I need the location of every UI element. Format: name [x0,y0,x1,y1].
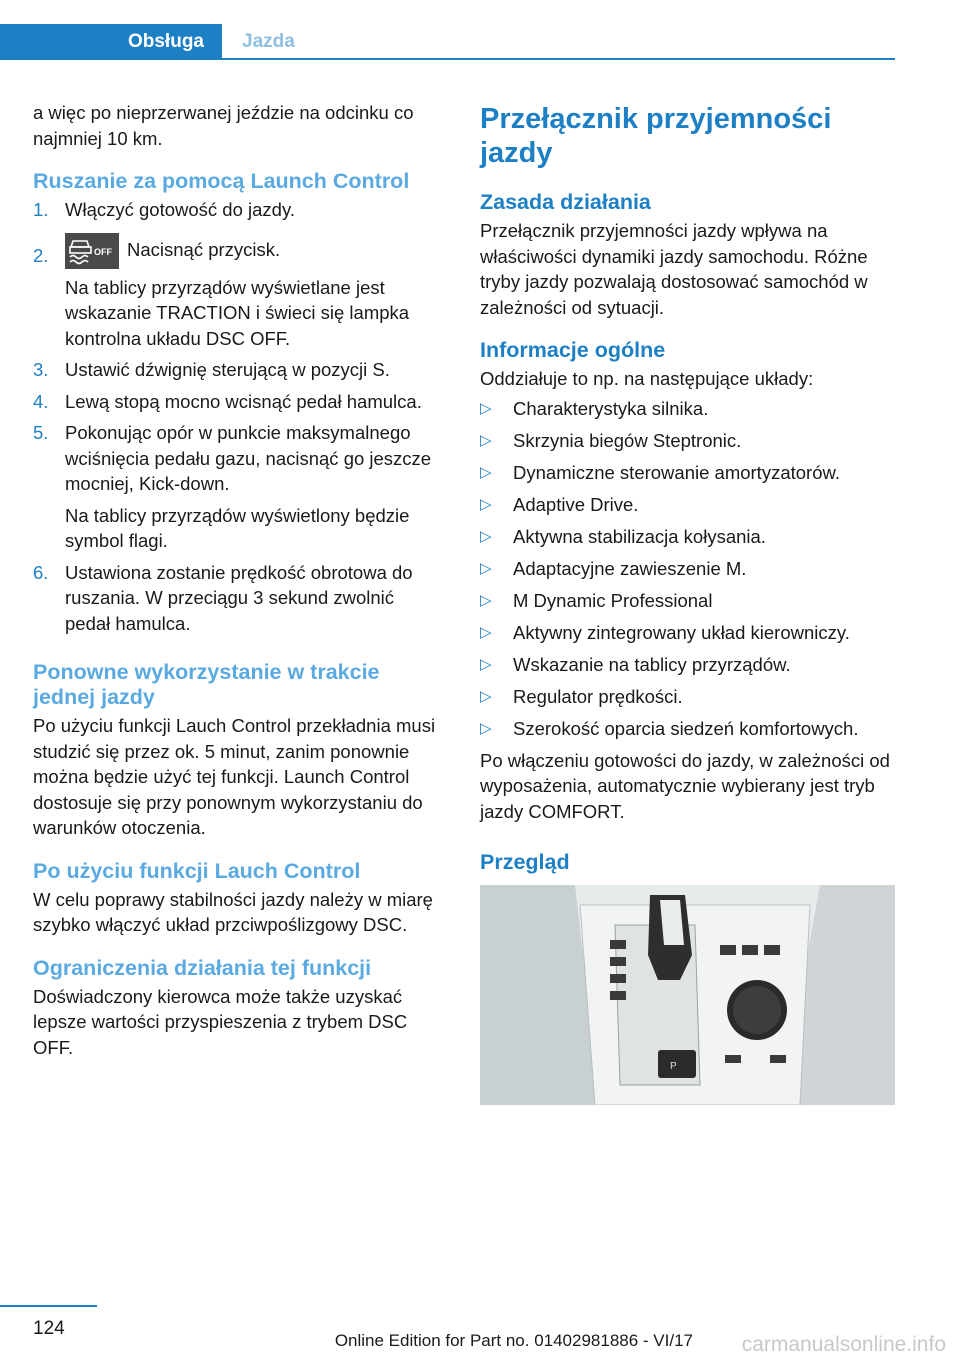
step-item [33,420,443,554]
step-number: 6. [33,561,49,583]
list-item: ▷ Dynamiczne sterowanie amortyzatorów. [480,460,900,486]
reuse-paragraph: Po użyciu funkcji Lauch Control przekładnia musi studzić się przez ok. 5 minut, zanim ponownie można będzie użyć tej funkcji. Launch Control dostosuje się przy ponownym wykorzystaniu do warunków otoczenia. [33,715,436,838]
limits-paragraph: Doświadczony kierowca może także uzyskać lepsze wartości przyspieszenia z trybem DSC OFF. [33,985,408,1058]
triangle-bullet-icon: ▷ [480,591,492,609]
step-item [33,233,443,352]
list-item: ▷ Skrzynia biegów Steptronic. [480,428,900,454]
general-outro: Po włączeniu gotowości do jazdy, w zależności od wyposażenia, automatycznie wybierany jest tryb jazdy COMFORT. [480,749,890,822]
step-item [33,389,443,415]
limits-heading: Ograniczenia działania tej funkcji [33,955,372,980]
tab-obsluga[interactable] [0,24,222,60]
triangle-bullet-icon: ▷ [480,463,492,481]
general-intro: Oddziałuje to np. na następujące układy: [480,368,814,389]
tab-jazda[interactable] [222,24,332,60]
step-item [33,357,443,383]
step-item [33,560,443,637]
step-subtext: Na tablicy przyrządów wyświetlane jest wskazanie TRACTION i świeci się lampka kontrolna układu DSC OFF. [65,276,410,349]
list-item: ▷ M Dynamic Professional [480,588,900,614]
list-item: ▷ Aktywna stabilizacja kołysania. [480,524,900,550]
svg-text:P: P [670,1061,677,1072]
launch-steps-list [33,197,443,636]
step-number: 5. [33,422,49,443]
intro-paragraph: a więc po nieprzerwanej jeździe na odcinku co najmniej 10 km. [33,102,414,149]
step-number: 3. [33,359,49,380]
tab-obsluga-label: Obsługa [127,31,204,52]
center-console-photo [480,885,895,1105]
edition-note: Online Edition for Part no. 01402981886 - VI/17 [334,1331,693,1350]
page-number: 124 [33,1318,65,1339]
triangle-bullet-icon: ▷ [480,655,492,673]
list-item: ▷ Szerokość oparcia siedzeń komfortowych. [480,716,900,742]
list-item: ▷ Adaptive Drive. [480,492,900,518]
dsc-off-button-icon [65,233,119,269]
svg-text:OFF: OFF [94,246,112,257]
list-item: ▷ Adaptacyjne zawieszenie M. [480,556,900,582]
step-subtext: Na tablicy przyrządów wyświetlony będzie symbol flagi. [65,504,410,551]
step-text: Pokonując opór w punkcie maksymalnego wciśnięcia pedału gazu, nacisnąć go jeszcze mocniej, Kick-down. [65,422,432,494]
triangle-bullet-icon: ▷ [480,559,492,577]
after-use-heading: Po użyciu funkcji Lauch Control [33,858,361,883]
list-item: ▷ Wskazanie na tablicy przyrządów. [480,652,900,678]
triangle-bullet-icon: ▷ [480,719,492,737]
principle-heading: Zasada działania [480,190,651,214]
step-number: 1. [33,199,49,220]
triangle-bullet-icon: ▷ [480,527,492,545]
section-title: Przełącznik przyjemności jazdy [480,103,832,169]
step-text: Lewą stopą mocno wcisnąć pedał hamulca. [65,390,422,412]
step-number: 4. [33,390,49,412]
reuse-heading: Ponowne wykorzystanie w trakcie jednej jazdy [33,660,380,709]
principle-paragraph: Przełącznik przyjemności jazdy wpływa na właściwości dynamiki jazdy samochodu. Różne tryby jazdy pozwalają dostosować samochód w zależności od sytuacji. [480,220,868,318]
section-tabs [0,24,895,60]
overview-heading: Przegląd [480,850,570,874]
step-number: 2. [33,244,49,266]
tab-underline [222,58,895,60]
step-text: Włączyć gotowość do jazdy. [65,199,295,220]
triangle-bullet-icon: ▷ [480,431,492,449]
right-column [480,100,900,1105]
triangle-bullet-icon: ▷ [480,687,492,705]
step-text: Nacisnąć przycisk. [127,238,281,260]
after-use-paragraph: W celu poprawy stabilności jazdy należy w miarę szybko włączyć układ przciwpoślizgowy DSC. [33,888,433,935]
triangle-bullet-icon: ▷ [480,495,492,513]
list-item: ▷ Aktywny zintegrowany układ kierowniczy. [480,620,900,646]
footer-rule [0,1305,97,1307]
left-column [33,100,443,1060]
triangle-bullet-icon: ▷ [480,623,492,641]
list-item: ▷ Charakterystyka silnika. [480,396,900,422]
step-item [33,197,443,223]
general-heading: Informacje ogólne [480,338,666,362]
triangle-bullet-icon: ▷ [480,399,492,417]
list-item: ▷ Regulator prędkości. [480,684,900,710]
watermark: carmanualsonline.info [741,1333,946,1356]
step-text: Ustawić dźwignię sterującą w pozycji S. [65,359,390,380]
launch-control-heading: Ruszanie za pomocą Launch Control [33,169,410,193]
step-text: Ustawiona zostanie prędkość obrotowa do ruszania. W przeciągu 3 sekund zwolnić pedał hamulca. [65,561,413,634]
tab-jazda-label: Jazda [242,31,295,52]
systems-list [480,396,900,742]
